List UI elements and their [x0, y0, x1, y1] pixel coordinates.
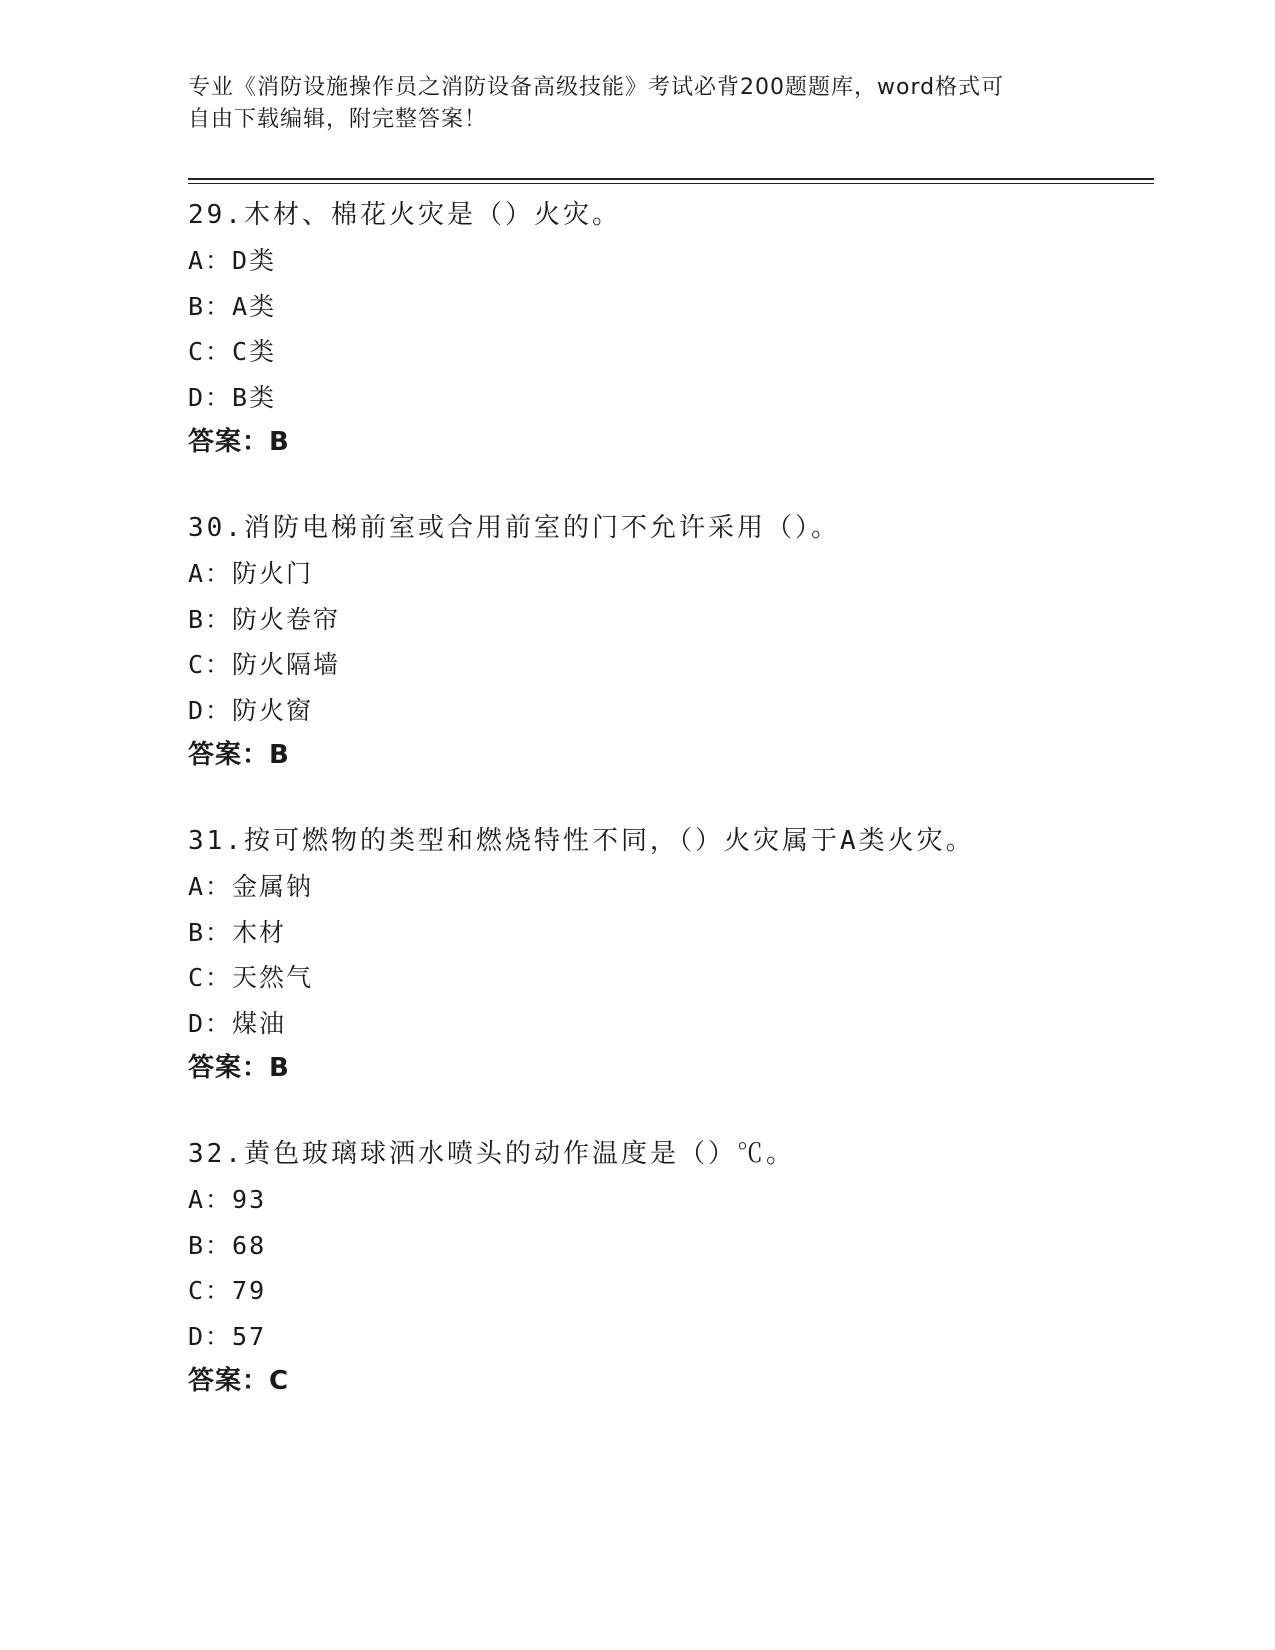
option-b: B：68 — [188, 1230, 267, 1260]
question-list — [188, 192, 1154, 1444]
question-text: 29.木材、棉花火灾是（）火灾。 — [188, 200, 621, 230]
header-line-1: 专业《消防设施操作员之消防设备高级技能》考试必背200题题库，word格式可 — [188, 75, 1005, 100]
option-c: C：天然气 — [188, 963, 314, 992]
answer-line: 答案：C — [188, 1366, 290, 1396]
option-b: B：防火卷帘 — [188, 604, 341, 634]
header-divider-thick — [188, 178, 1154, 180]
option-a: A：金属钠 — [188, 872, 314, 901]
answer-line: 答案：B — [188, 427, 290, 457]
option-a: A：D类 — [188, 246, 277, 275]
answer-line: 答案：B — [188, 1053, 290, 1083]
option-c: C：C类 — [188, 337, 277, 366]
option-c: C：79 — [188, 1276, 267, 1305]
answer-line: 答案：B — [188, 740, 290, 770]
option-b: B：木材 — [188, 917, 287, 947]
option-a: A：防火门 — [188, 559, 314, 588]
question-block — [188, 192, 1154, 465]
question-block — [188, 505, 1154, 778]
option-d: D：57 — [188, 1321, 267, 1351]
option-b: B：A类 — [188, 291, 277, 321]
question-text: 31.按可燃物的类型和燃烧特性不同，（）火灾属于A类火灾。 — [188, 826, 975, 856]
question-text: 32.黄色玻璃球洒水喷头的动作温度是（）℃。 — [188, 1139, 795, 1169]
header-divider-thin — [188, 183, 1154, 184]
option-c: C：防火隔墙 — [188, 650, 341, 679]
option-d: D：防火窗 — [188, 695, 314, 725]
option-d: D：煤油 — [188, 1008, 287, 1038]
header-line-2: 自由下载编辑，附完整答案！ — [188, 107, 488, 132]
question-text: 30.消防电梯前室或合用前室的门不允许采用（）。 — [188, 513, 840, 543]
option-a: A：93 — [188, 1185, 267, 1214]
question-block — [188, 818, 1154, 1091]
document-header — [188, 72, 1088, 136]
question-block — [188, 1131, 1154, 1404]
option-d: D：B类 — [188, 382, 277, 412]
